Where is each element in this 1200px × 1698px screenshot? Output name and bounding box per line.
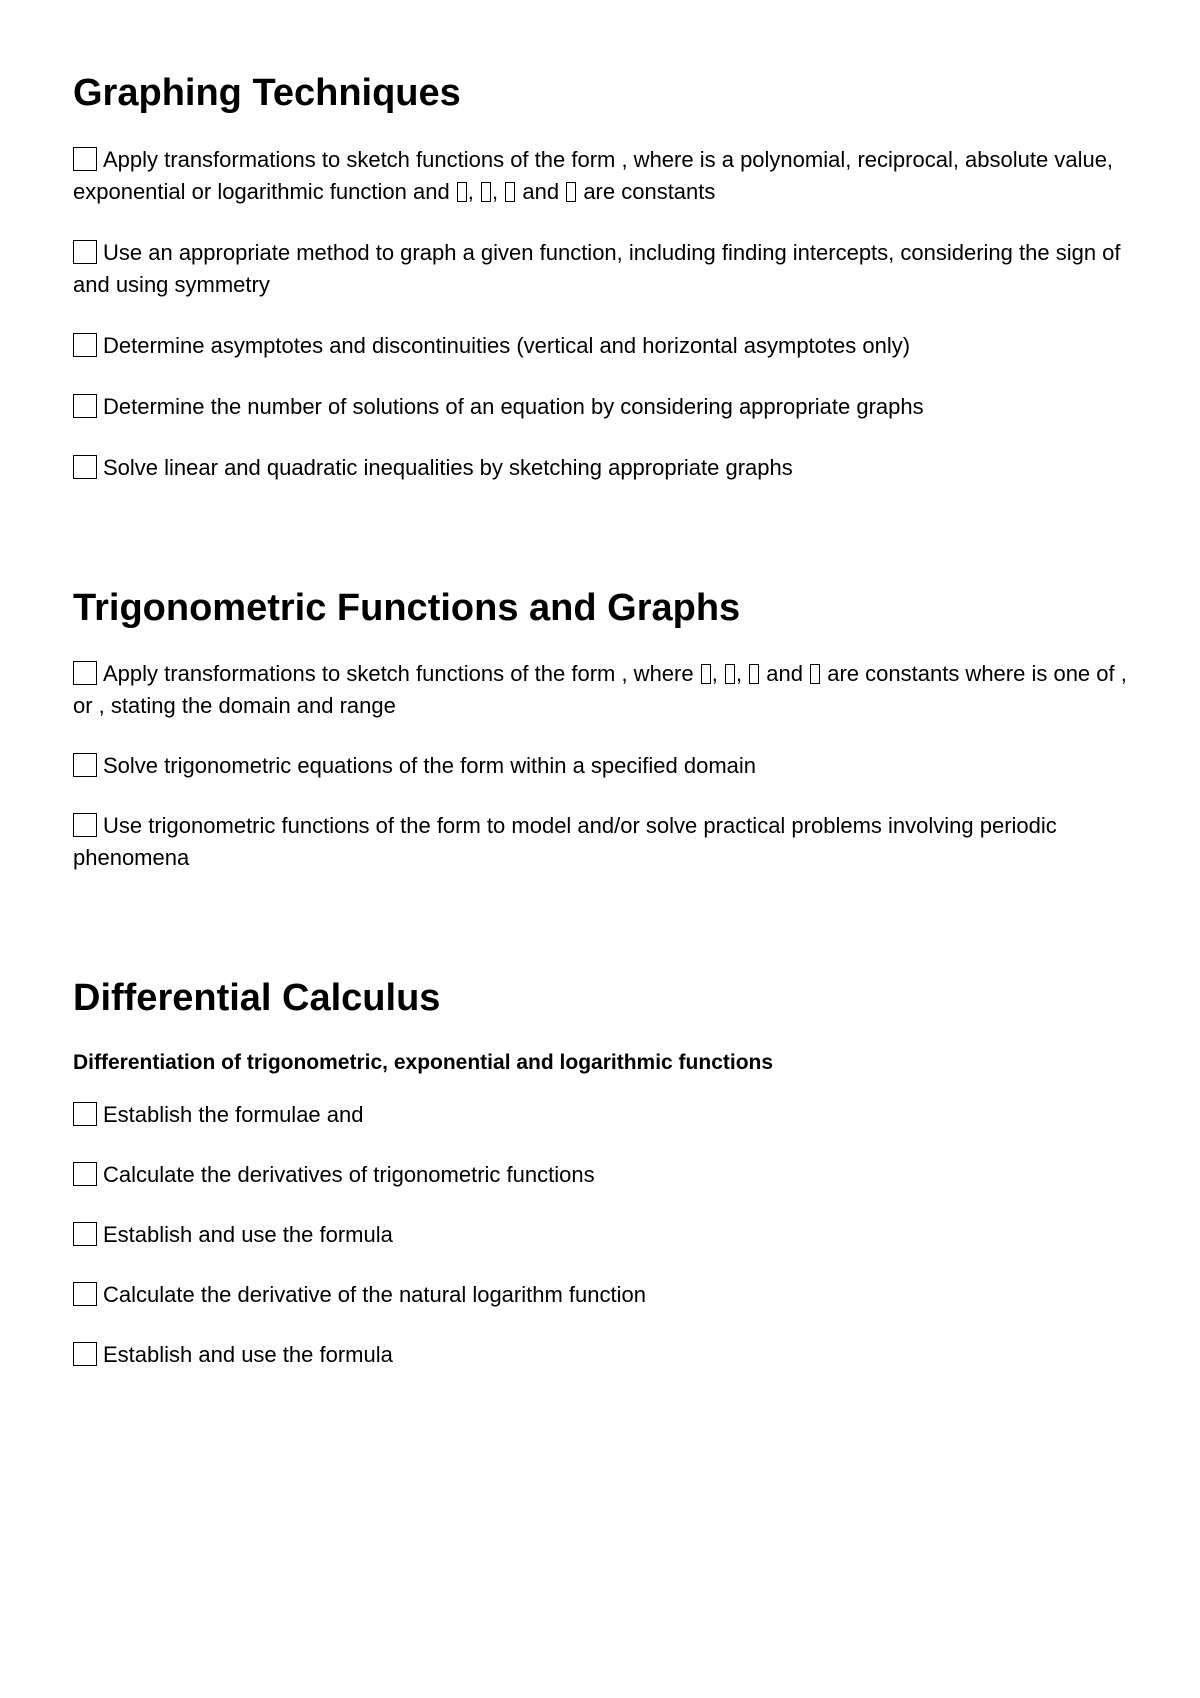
item-text: and — [760, 661, 810, 686]
item-text: are constants where is one of , or , stating the domain and range — [73, 661, 1127, 718]
item-text: Establish and use the formula — [103, 1222, 393, 1247]
section-graphing-techniques — [73, 70, 1143, 484]
checkbox[interactable] — [73, 1102, 97, 1126]
checklist-item — [73, 144, 1143, 208]
checklist-item — [73, 1219, 1143, 1251]
checkbox[interactable] — [73, 813, 97, 837]
checkbox[interactable] — [73, 147, 97, 171]
missing-glyph-icon — [481, 182, 491, 202]
checklist-item — [73, 810, 1143, 874]
item-text: Calculate the derivatives of trigonometric functions — [103, 1162, 595, 1187]
checklist-item — [73, 391, 1143, 423]
checkbox[interactable] — [73, 1282, 97, 1306]
item-text: and — [516, 179, 566, 204]
missing-glyph-icon — [725, 664, 735, 684]
checklist-item — [73, 750, 1143, 782]
item-text: are constants — [577, 179, 716, 204]
item-text: Apply transformations to sketch functions of the form , where — [103, 661, 700, 686]
checkbox[interactable] — [73, 455, 97, 479]
item-text: Establish and use the formula — [103, 1342, 393, 1367]
item-text: , — [735, 661, 749, 686]
checklist-item — [73, 1279, 1143, 1311]
missing-glyph-icon — [749, 664, 759, 684]
item-text: Determine asymptotes and discontinuities (vertical and horizontal asymptotes only) — [103, 333, 911, 358]
missing-glyph-icon — [505, 182, 515, 202]
item-text: , — [467, 179, 481, 204]
item-text: Calculate the derivative of the natural logarithm function — [103, 1282, 646, 1307]
subsection-heading: Differentiation of trigonometric, exponential and logarithmic functions — [73, 1051, 774, 1074]
checklist-item — [73, 1099, 1143, 1131]
section-title: Graphing Techniques — [73, 72, 461, 114]
checklist-item — [73, 1159, 1143, 1191]
section-differential-calculus — [73, 975, 1143, 1399]
item-text: Use trigonometric functions of the form to model and/or solve practical problems involving periodic phenomena — [73, 813, 1057, 870]
checkbox[interactable] — [73, 240, 97, 264]
item-text: Determine the number of solutions of an equation by considering appropriate graphs — [103, 394, 924, 419]
checkbox[interactable] — [73, 1342, 97, 1366]
checkbox[interactable] — [73, 394, 97, 418]
item-text: Apply transformations to sketch functions of the form , where is a polynomial, reciprocal, absolute value, exponential or logarithmic function and — [73, 147, 1114, 204]
section-title: Trigonometric Functions and Graphs — [73, 587, 741, 629]
checkbox[interactable] — [73, 1162, 97, 1186]
checklist-item — [73, 1339, 1143, 1371]
document-page — [73, 70, 1143, 1367]
item-text: Solve linear and quadratic inequalities by sketching appropriate graphs — [103, 455, 793, 480]
checkbox[interactable] — [73, 753, 97, 777]
missing-glyph-icon — [810, 664, 820, 684]
checklist-item — [73, 237, 1143, 301]
checkbox[interactable] — [73, 333, 97, 357]
section-trigonometric-functions — [73, 585, 1143, 902]
checklist-item — [73, 452, 1143, 484]
missing-glyph-icon — [457, 182, 467, 202]
missing-glyph-icon — [701, 664, 711, 684]
item-text: , — [492, 179, 505, 204]
checklist-item — [73, 658, 1143, 722]
item-text: Establish the formulae and — [103, 1102, 364, 1127]
section-title: Differential Calculus — [73, 977, 441, 1019]
checkbox[interactable] — [73, 1222, 97, 1246]
item-text: Use an appropriate method to graph a given function, including finding intercepts, considering the sign of and using symmetry — [73, 240, 1121, 297]
checkbox[interactable] — [73, 661, 97, 685]
missing-glyph-icon — [566, 182, 576, 202]
checklist-item — [73, 330, 1143, 362]
item-text: , — [711, 661, 724, 686]
item-text: Solve trigonometric equations of the form within a specified domain — [103, 753, 757, 778]
